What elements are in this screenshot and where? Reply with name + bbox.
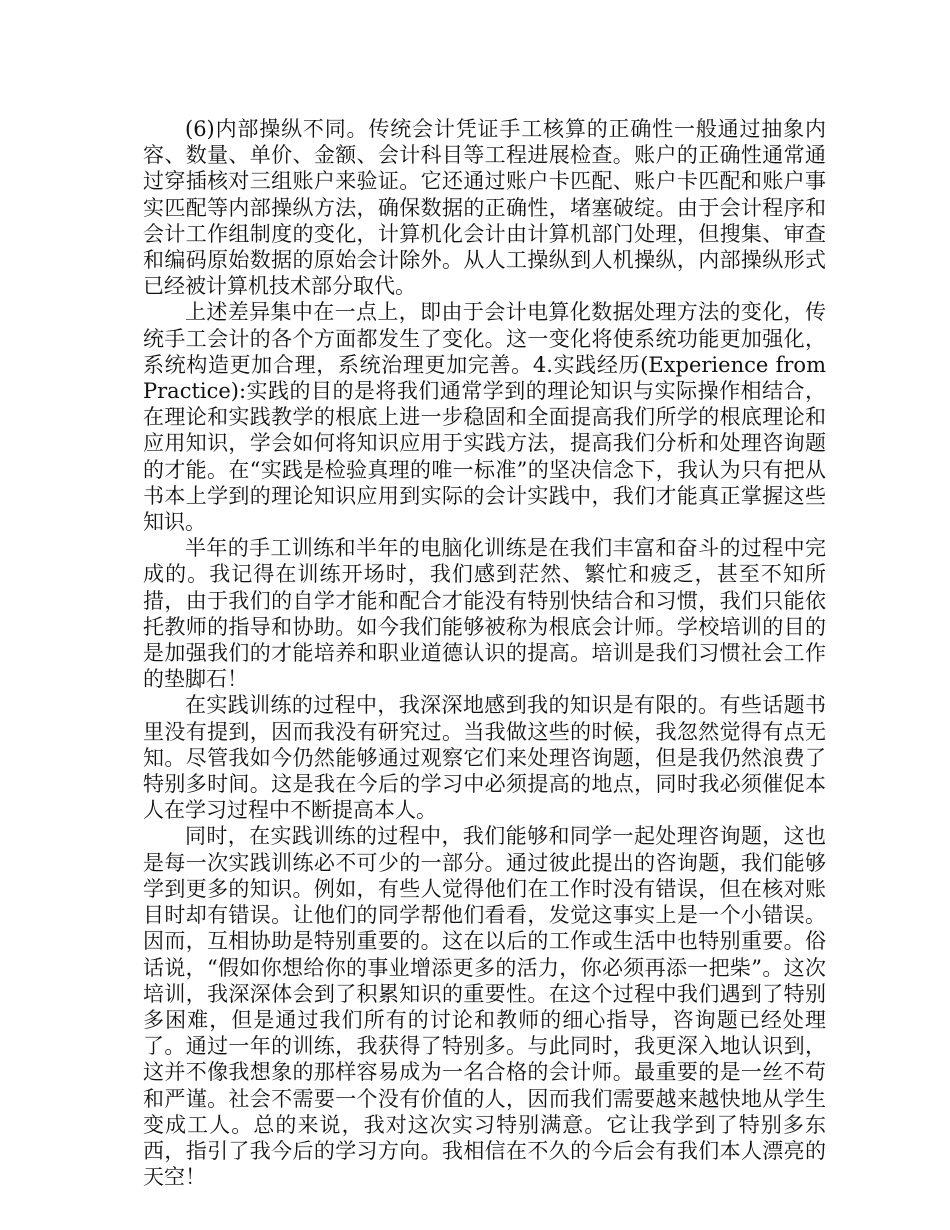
paragraph-cooperation-conclusion: 同时，在实践训练的过程中，我们能够和同学一起处理咨询题，这也是每一次实践训练必不可少的一部分。通过彼此提出的咨询题，我们能够学到更多的知识。例如，有些人觉得他们在工作时没有错误，但在核对账目时却有错误。让他们的同学帮他们看看，发觉这事实上是一个小错误。因而，互相协助是特别重要的。这在以后的工作或生活中也特别重要。俗话说，“假如你想给你的事业增添更多的活力，你必须再添一把柴”。这次培训，我深深体会到了积累知识的重要性。在这个过程中我们遇到了特别多困难，但是通过我们所有的讨论和教师的细心指导，咨询题已经处理了。通过一年的训练，我获得了特别多。与此同时，我更深入地认识到，这并不像我想象的那样容易成为一名合格的会计师。最重要的是一丝不苟和严谨。社会不需要一个没有价值的人，因而我们需要越来越快地从学生变成工人。总的来说，我对这次实习特别满意。它让我学到了特别多东西，指引了我今后的学习方向。我相信在不久的今后会有我们本人漂亮的天空！ [143,824,826,1190]
paragraph-internal-control: (6)内部操纵不同。传统会计凭证手工核算的正确性一般通过抽象内容、数量、单价、金额、会计科目等工程进展检查。账户的正确性通常通过穿插核对三组账户来验证。它还通过账户卡匹配、账户卡匹配和账户事实匹配等内部操纵方法，确保数据的正确性，堵塞破绽。由于会计程序和会计工作组制度的变化，计算机化会计由计算机部门处理，但搜集、审查和编码原始数据的原始会计除外。从人工操纵到人机操纵，内部操纵形式已经被计算机技术部分取代。 [143,117,826,299]
paragraph-differences-summary: 上述差异集中在一点上，即由于会计电算化数据处理方法的变化，传统手工会计的各个方面都发生了变化。这一变化将使系统功能更加强化，系统构造更加合理，系统治理更加完善。4.实践经历(Experience from Practice):实践的目的是将我们通常学到的理论知识与实际操作相结合，在理论和实践教学的根底上进一步稳固和全面提高我们所学的根底理论和应用知识，学会如何将知识应用于实践方法，提高我们分析和处理咨询题的才能。在“实践是检验真理的唯一标准”的坚决信念下，我认为只有把从书本上学到的理论知识应用到实际的会计实践中，我们才能真正掌握这些知识。 [143,300,826,535]
document-body [143,116,826,1190]
paragraph-training-experience: 半年的手工训练和半年的电脑化训练是在我们丰富和奋斗的过程中完成的。我记得在训练开场时，我们感到茫然、繁忙和疲乏，甚至不知所措，由于我们的自学才能和配合才能没有特别快结合和习惯，我们只能依托教师的指导和协助。如今我们能够被称为根底会计师。学校培训的目的是加强我们的才能培养和职业道德认识的提高。培训是我们习惯社会工作的垫脚石！ [143,536,826,692]
paragraph-limited-knowledge: 在实践训练的过程中，我深深地感到我的知识是有限的。有些话题书里没有提到，因而我没有研究过。当我做这些的时候，我忽然觉得有点无知。尽管我如今仍然能够通过观察它们来处理咨询题，但是我仍然浪费了特别多时间。这是我在今后的学习中必须提高的地点，同时我必须催促本人在学习过程中不断提高本人。 [143,693,826,823]
